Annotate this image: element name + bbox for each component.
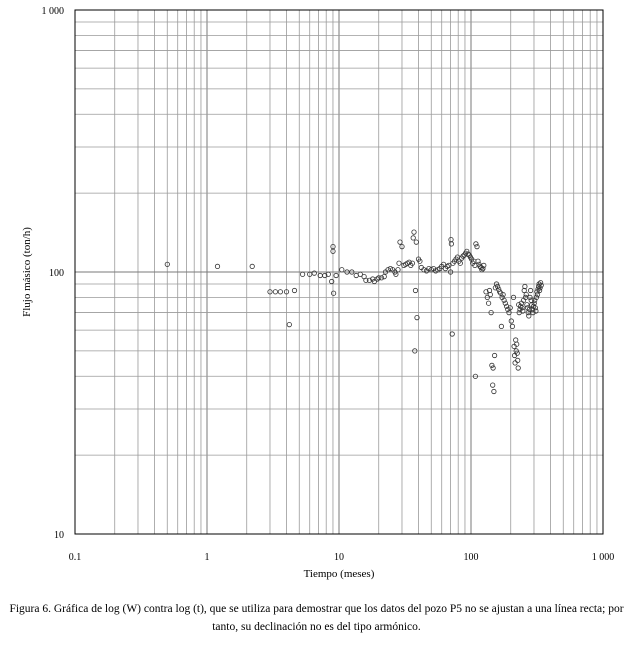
data-point	[490, 363, 494, 367]
data-point	[514, 338, 518, 342]
data-points	[165, 230, 543, 394]
data-point	[334, 273, 338, 277]
data-point	[397, 261, 401, 265]
y-tick-labels	[42, 6, 65, 541]
data-point	[499, 324, 503, 328]
x-tick-label: 1	[204, 552, 210, 563]
data-point	[516, 358, 520, 362]
x-tick-label: 1 000	[591, 552, 615, 563]
y-tick-label: 1 000	[41, 6, 64, 17]
data-point	[331, 291, 335, 295]
y-tick-label: 10	[54, 530, 64, 541]
data-point	[340, 268, 344, 272]
x-tick-label: 0.1	[68, 552, 82, 563]
data-point	[398, 240, 402, 244]
data-point	[509, 319, 513, 323]
data-point	[273, 290, 277, 294]
data-point	[382, 274, 386, 278]
x-axis-label: Tiempo (meses)	[303, 568, 375, 580]
data-point	[449, 237, 453, 241]
y-axis-label: Flujo másico (ton/h)	[21, 227, 33, 317]
chart-grid	[75, 10, 603, 534]
data-point	[411, 236, 415, 240]
data-point	[528, 288, 532, 292]
data-point	[449, 242, 453, 246]
y-tick-label: 100	[49, 268, 64, 279]
data-point	[250, 264, 254, 268]
data-point	[486, 301, 490, 305]
data-point	[300, 272, 304, 276]
figure-caption: Figura 6. Gráfica de log (W) contra log (t), que se utiliza para demostrar que los datos del pozo P5 no se ajustan a una línea recta; por tanto, su declinación no es del tipo armónico.	[9, 603, 624, 633]
data-point	[491, 383, 495, 387]
data-point	[488, 292, 492, 296]
data-point	[396, 268, 400, 272]
data-point	[414, 240, 418, 244]
data-point	[475, 244, 479, 248]
x-tick-labels	[69, 552, 615, 563]
data-point	[287, 322, 291, 326]
data-point	[412, 230, 416, 234]
data-point	[278, 290, 282, 294]
data-point	[516, 366, 520, 370]
data-point	[474, 242, 478, 246]
x-tick-label: 100	[463, 552, 479, 563]
data-point	[413, 288, 417, 292]
data-point	[535, 292, 539, 296]
data-point	[379, 276, 383, 280]
data-point	[215, 264, 219, 268]
data-point	[292, 288, 296, 292]
data-point	[492, 389, 496, 393]
data-point	[513, 361, 517, 365]
data-point	[491, 366, 495, 370]
data-point	[492, 353, 496, 357]
x-tick-label: 10	[334, 552, 344, 563]
